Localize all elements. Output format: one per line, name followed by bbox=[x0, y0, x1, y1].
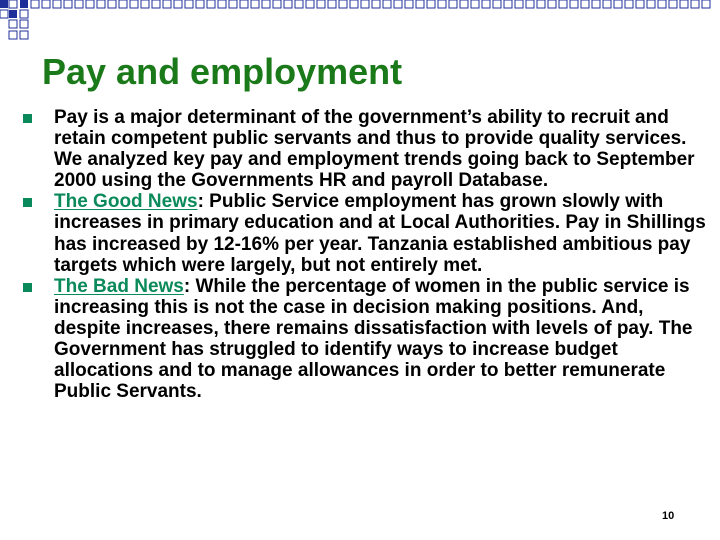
bullet-list bbox=[20, 107, 710, 402]
square-bullet-icon bbox=[23, 198, 32, 207]
bullet-separator: : bbox=[183, 275, 191, 297]
good-news-label: The Good News bbox=[54, 191, 198, 213]
bullet-text: While the percentage of women in the public service is increasing this is not the case in decision making positions. And, despite increases, there remains dissatisfaction with levels of pay. The Government has struggled to identify ways to increase budget allocations and to manage allowances in order to better remunerate Public Servants. bbox=[54, 275, 693, 403]
square-bullet-icon bbox=[23, 283, 32, 292]
bullet-text: Public Service employment has grown slowly with increases in primary education and at Local Authorities. Pay in Shillings has increased by 12-16% per year. Tanzania established ambitious pay targets which were largely, but not entirely met. bbox=[54, 191, 706, 276]
page-number: 10 bbox=[662, 510, 675, 522]
square-bullet-icon bbox=[23, 114, 32, 123]
bullet-text: Pay is a major determinant of the government’s ability to recruit and retain competent public servants and thus to provide quality services. We analyzed key pay and employment trends going back to September 2000 using the Governments HR and payroll Database. bbox=[54, 107, 695, 192]
bad-news-label: The Bad News bbox=[54, 275, 184, 297]
slide-title: Pay and employment bbox=[42, 51, 403, 92]
bullet-item-intro bbox=[20, 107, 710, 191]
bullet-item-bad-news bbox=[20, 276, 710, 403]
bullet-item-good-news bbox=[20, 191, 710, 275]
bullet-separator: : bbox=[197, 191, 204, 213]
